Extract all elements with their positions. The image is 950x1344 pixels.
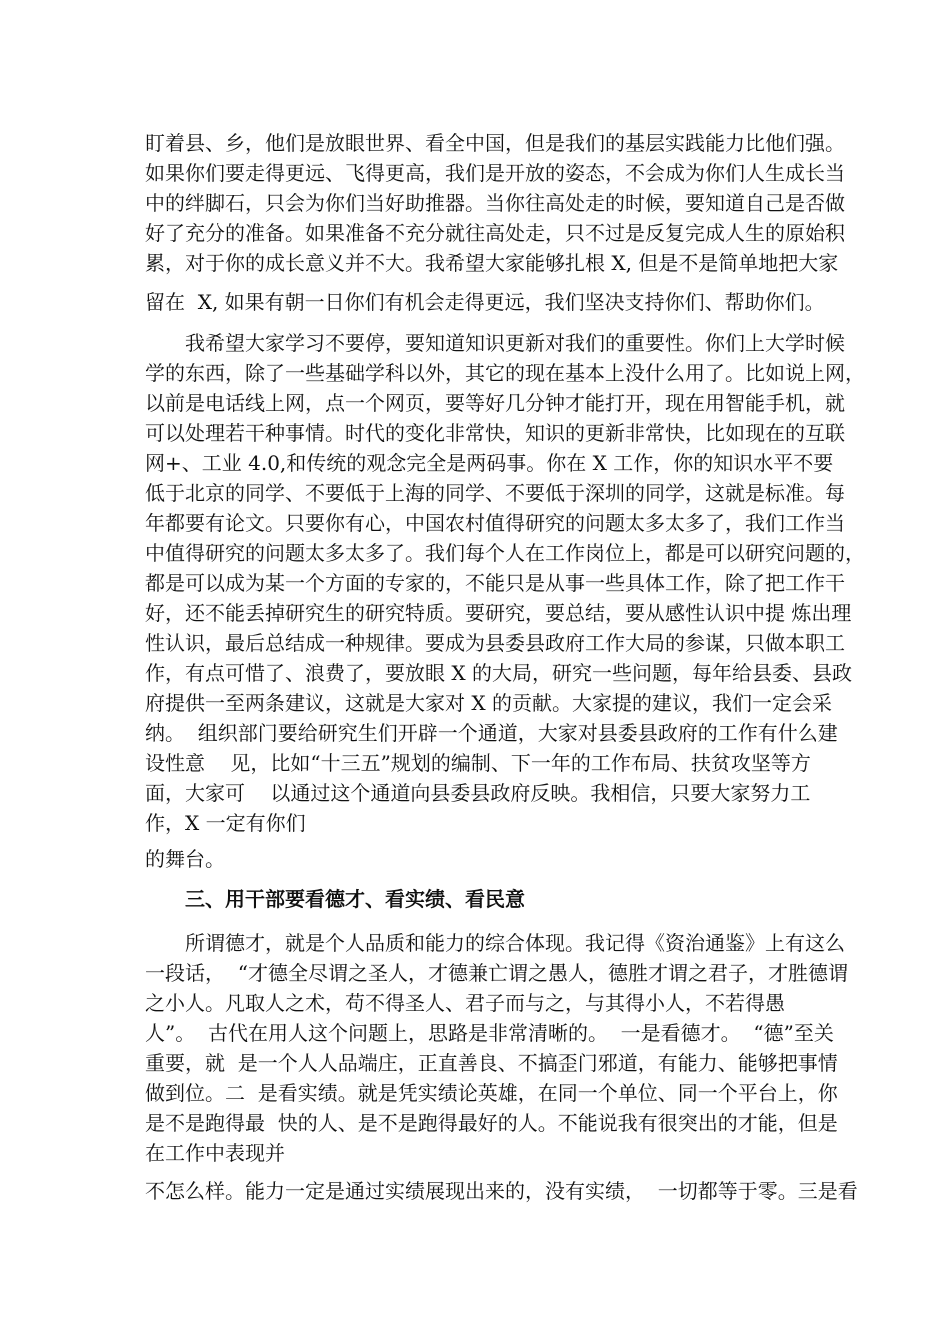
text-line: 之小人。凡取人之术，苟不得圣人、君子而与之，与其得小人，不若得愚 [145, 991, 785, 1015]
text-line: 如果你们要走得更远、飞得更高，我们是开放的姿态，不会成为你们人生成长当 [145, 161, 845, 185]
text-line: 不怎么样。能力一定是通过实绩展现出来的，没有实绩， 一切都等于零。三是看 [145, 1179, 858, 1203]
text-line: 性认识，最后总结成一种规律。要成为县委县政府工作大局的参谋，只做本职工 [145, 631, 845, 655]
text-line: 网+、工业 4.0,和传统的观念完全是两码事。你在 X 工作，你的知识水平不要 [145, 451, 834, 475]
text-line: 府提供一至两条建议，这就是大家对 X 的贡献。大家提的建议，我们一定会采 [145, 691, 832, 715]
text-line: 重要，就 是一个人人品端庄，正直善良、不搞歪门邪道，有能力、能够把事情 [145, 1051, 838, 1075]
text-line: 做到位。二 是看实绩。就是凭实绩论英雄，在同一个单位、同一个平台上，你 [145, 1081, 838, 1105]
text-line: 面，大家可 以通过这个通道向县委县政府反映。我相信，只要大家努力工 [145, 781, 811, 805]
text-line: 设性意 见，比如“十三五”规划的编制、下一年的工作布局、扶贫攻坚等方 [145, 751, 811, 775]
text-line: 作，X 一定有你们 [145, 811, 306, 835]
text-line: 是不是跑得最 快的人、是不是跑得最好的人。不能说我有很突出的才能，但是 [145, 1111, 838, 1135]
text-line: 纳。 组织部门要给研究生们开辟一个通道，大家对县委县政府的工作有什么建 [145, 721, 838, 745]
text-line: 可以处理若干种事情。时代的变化非常快，知识的更新非常快，比如现在的互联 [145, 421, 845, 445]
text-line: 一段话， “才德全尽谓之圣人，才德兼亡谓之愚人，德胜才谓之君子，才胜德谓 [145, 961, 848, 985]
text-line: 好，还不能丢掉研究生的研究特质。要研究，要总结，要从感性认识中提 炼出理 [145, 601, 852, 625]
text-line: 年都要有论文。只要你有心，中国农村值得研究的问题太多太多了，我们工作当 [145, 511, 845, 535]
text-line: 都是可以成为某一个方面的专家的，不能只是从事一些具体工作，除了把工作干 [145, 571, 845, 595]
section-heading: 三、用干部要看德才、看实绩、看民意 [185, 887, 525, 911]
paragraph-first-line: 所谓德才，就是个人品质和能力的综合体现。我记得《资治通鉴》上有这么 [185, 931, 845, 955]
text-line: 中值得研究的问题太多太多了。我们每个人在工作岗位上，都是可以研究问题的， [145, 541, 865, 565]
text-line: 盯着县、乡，他们是放眼世界、看全中国，但是我们的基层实践能力比他们强。 [145, 131, 845, 155]
text-line: 累，对于你的成长意义并不大。我希望大家能够扎根 X, 但是不是简单地把大家 [145, 251, 839, 275]
text-line: 作，有点可惜了、浪费了，要放眼 X 的大局，研究一些问题，每年给县委、县政 [145, 661, 852, 685]
text-line: 人”。 古代在用人这个问题上，思路是非常清晰的。 一是看德才。 “德”至关 [145, 1021, 834, 1045]
paragraph-first-line: 我希望大家学习不要停，要知道知识更新对我们的重要性。你们上大学时候 [185, 331, 845, 355]
text-line: 好了充分的准备。如果准备不充分就往高处走，只不过是反复完成人生的原始积 [145, 221, 845, 245]
text-line: 留在 X, 如果有朝一日你们有机会走得更远，我们坚决支持你们、帮助你们。 [145, 290, 825, 314]
text-line: 低于北京的同学、不要低于上海的同学、不要低于深圳的同学，这就是标准。每 [145, 481, 845, 505]
text-line: 以前是电话线上网，点一个网页，要等好几分钟才能打开，现在用智能手机，就 [145, 391, 845, 415]
text-line: 的舞台。 [145, 847, 225, 871]
text-line: 中的绊脚石，只会为你们当好助推器。当你往高处走的时候，要知道自己是否做 [145, 191, 845, 215]
text-line: 在工作中表现并 [145, 1141, 285, 1165]
text-line: 学的东西，除了一些基础学科以外，其它的现在基本上没什么用了。比如说上网， [145, 361, 865, 385]
